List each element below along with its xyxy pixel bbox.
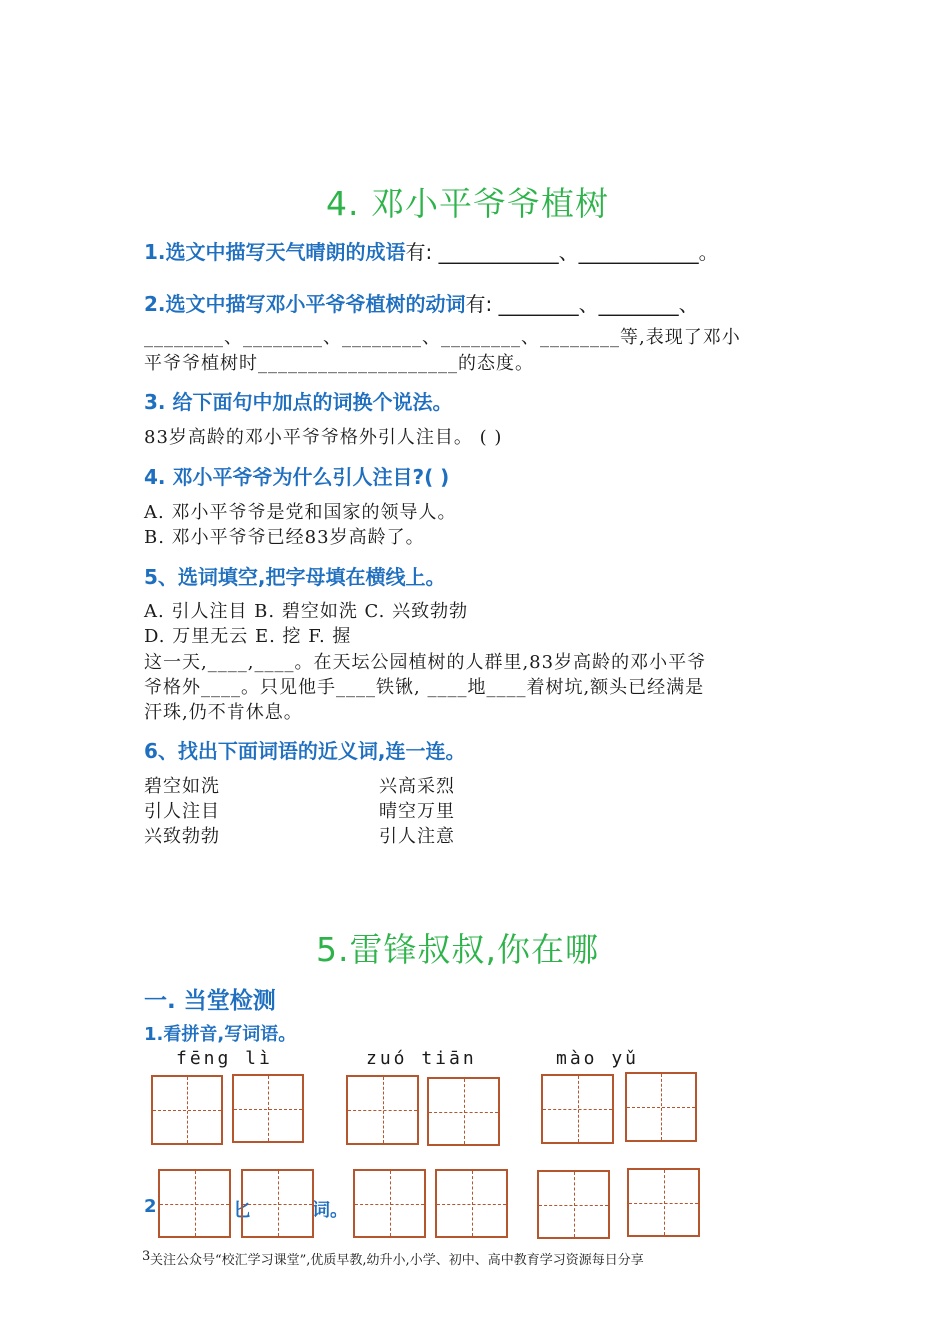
question-5-passage-2: 爷格外____。只见他手____铁锹, ____地____着树坑,额头已经满是 <box>144 677 705 698</box>
writing-grid[interactable] <box>625 1072 697 1142</box>
lesson5-question-2-end: 词。 <box>312 1200 348 1221</box>
writing-grid[interactable] <box>241 1169 314 1238</box>
pinyin-3: mào yǔ <box>556 1048 640 1069</box>
lesson5-question-2-fragment: 匕 <box>233 1200 251 1221</box>
page-number: 3 <box>142 1249 151 1264</box>
question-4-label: 4. 邓小平爷爷为什么引人注目?( ) <box>144 465 450 489</box>
match-left-1: 碧空如洗 <box>144 776 220 797</box>
question-2-line3: 平爷爷植树时____________________的态度。 <box>144 353 534 374</box>
question-2-label: 2.选文中描写邓小平爷爷植树的动词 <box>144 292 466 316</box>
question-4-option-b: B. 邓小平爷爷已经83岁高龄了。 <box>144 527 425 548</box>
question-2-blank: 有: ________、________、 <box>465 292 699 316</box>
pinyin-2: zuó tiān <box>366 1048 477 1069</box>
writing-grid[interactable] <box>353 1169 426 1238</box>
question-5-options-1: A. 引人注目 B. 碧空如洗 C. 兴致勃勃 <box>144 601 469 622</box>
writing-grid[interactable] <box>627 1168 700 1237</box>
match-left-2: 引人注目 <box>144 801 220 822</box>
section-heading: 一. 当堂检测 <box>144 988 276 1014</box>
writing-grid[interactable] <box>427 1077 500 1146</box>
writing-grid[interactable] <box>158 1169 231 1238</box>
lesson5-question-1: 1.看拼音,写词语。 <box>144 1024 297 1045</box>
lesson5-question-2-number: 2 <box>144 1196 157 1217</box>
question-1 <box>144 236 719 265</box>
writing-grid[interactable] <box>435 1169 508 1238</box>
question-1-blank: 有: ____________、____________。 <box>405 240 719 264</box>
question-1-label: 1.选文中描写天气晴朗的成语 <box>144 240 406 264</box>
writing-grid[interactable] <box>232 1074 304 1143</box>
question-5-options-2: D. 万里无云 E. 挖 F. 握 <box>144 626 352 647</box>
writing-grid[interactable] <box>346 1075 419 1145</box>
lesson5-title: 5.雷锋叔叔,你在哪 <box>316 930 599 969</box>
question-4-option-a: A. 邓小平爷爷是党和国家的领导人。 <box>144 502 457 523</box>
question-5-passage-1: 这一天,____,____。在天坛公园植树的人群里,83岁高龄的邓小平爷 <box>144 652 707 673</box>
writing-grid[interactable] <box>151 1075 223 1145</box>
writing-grid[interactable] <box>537 1170 610 1239</box>
match-right-3: 引人注意 <box>379 826 455 847</box>
pinyin-1: fēng lì <box>176 1048 273 1069</box>
question-5-label: 5、选词填空,把字母填在横线上。 <box>144 565 446 589</box>
match-right-2: 晴空万里 <box>379 801 455 822</box>
question-3-label: 3. 给下面句中加点的词换个说法。 <box>144 390 453 414</box>
question-6-label: 6、找出下面词语的近义词,连一连。 <box>144 739 466 763</box>
question-2-line2: ________、________、________、________、________等,表现了邓小 <box>144 327 741 348</box>
footer-note: 关注公众号“校汇学习课堂”,优质早教,幼升小,小学、初中、高中教育学习资源每日分享 <box>150 1253 644 1268</box>
lesson4-title: 4. 邓小平爷爷植树 <box>326 184 609 223</box>
question-2 <box>144 288 699 317</box>
question-5-passage-3: 汗珠,仍不肯休息。 <box>144 702 303 723</box>
match-left-3: 兴致勃勃 <box>144 826 220 847</box>
question-3-text: 83岁高龄的邓小平爷爷格外引人注目。 ( ) <box>144 427 503 448</box>
match-right-1: 兴高采烈 <box>379 776 455 797</box>
writing-grid[interactable] <box>541 1074 614 1144</box>
